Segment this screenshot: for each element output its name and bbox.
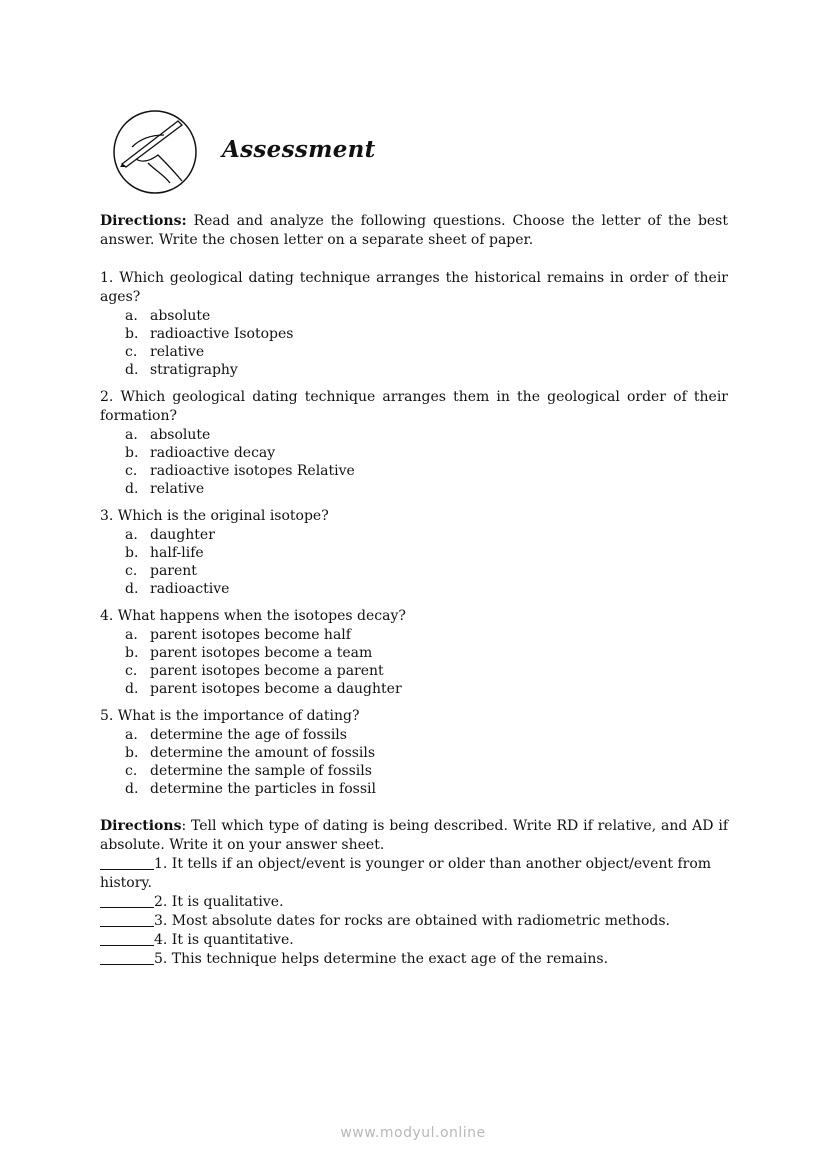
question-text: 1. Which geological dating technique arranges the historical remains in order of their ages? bbox=[100, 270, 728, 305]
answer-option bbox=[125, 762, 728, 780]
answer-blank[interactable] bbox=[100, 951, 154, 965]
option-text: radioactive Isotopes bbox=[150, 326, 294, 342]
question-text: 4. What happens when the isotopes decay? bbox=[100, 608, 406, 624]
answer-blank[interactable] bbox=[100, 913, 154, 927]
option-text: radioactive bbox=[150, 581, 230, 597]
question-list bbox=[100, 269, 728, 798]
directions-label: Directions: bbox=[100, 213, 187, 229]
answer-option bbox=[125, 580, 728, 598]
answer-blank[interactable] bbox=[100, 856, 154, 870]
answer-option bbox=[125, 662, 728, 680]
answer-option bbox=[125, 325, 728, 343]
hand-writing-pencil-icon bbox=[112, 109, 198, 195]
option-text: parent isotopes become a parent bbox=[150, 663, 384, 679]
answer-options bbox=[100, 726, 728, 798]
option-text: parent isotopes become a team bbox=[150, 645, 373, 661]
directions-text: : Tell which type of dating is being described. Write RD if relative, and AD if absolute. Write it on your answer sheet. bbox=[100, 818, 728, 853]
identification-item bbox=[100, 893, 728, 912]
page-title: Assessment bbox=[222, 136, 376, 163]
option-letter: b. bbox=[125, 545, 139, 561]
answer-option bbox=[125, 744, 728, 762]
answer-option bbox=[125, 562, 728, 580]
question-text: 5. What is the importance of dating? bbox=[100, 708, 360, 724]
option-text: daughter bbox=[150, 527, 215, 543]
answer-option bbox=[125, 626, 728, 644]
item-text: 1. It tells if an object/event is younger or older than another object/event from history. bbox=[100, 856, 712, 891]
answer-blank[interactable] bbox=[100, 894, 154, 908]
answer-option bbox=[125, 644, 728, 662]
option-text: parent bbox=[150, 563, 197, 579]
answer-options bbox=[100, 426, 728, 498]
option-letter: d. bbox=[125, 581, 139, 597]
option-text: parent isotopes become half bbox=[150, 627, 351, 643]
directions-text: Read and analyze the following questions. Choose the letter of the best answer. Write the chosen letter on a separate sheet of paper. bbox=[100, 213, 728, 248]
option-text: absolute bbox=[150, 427, 211, 443]
item-text: 4. It is quantitative. bbox=[154, 932, 294, 948]
answer-option bbox=[125, 361, 728, 379]
answer-option bbox=[125, 780, 728, 798]
directions-label: Directions bbox=[100, 818, 182, 834]
option-text: absolute bbox=[150, 308, 211, 324]
option-letter: d. bbox=[125, 781, 139, 797]
answer-option bbox=[125, 526, 728, 544]
item-text: 3. Most absolute dates for rocks are obtained with radiometric methods. bbox=[154, 913, 670, 929]
answer-blank[interactable] bbox=[100, 932, 154, 946]
question-text: 3. Which is the original isotope? bbox=[100, 508, 329, 524]
assessment-content bbox=[100, 212, 728, 969]
identification-item bbox=[100, 931, 728, 950]
answer-option bbox=[125, 444, 728, 462]
option-letter: a. bbox=[125, 627, 138, 643]
directions-part2 bbox=[100, 817, 728, 855]
option-letter: a. bbox=[125, 727, 138, 743]
directions-part1 bbox=[100, 212, 728, 250]
identification-list bbox=[100, 855, 728, 969]
answer-option bbox=[125, 307, 728, 325]
option-letter: c. bbox=[125, 763, 138, 779]
option-letter: c. bbox=[125, 344, 138, 360]
identification-item bbox=[100, 855, 728, 893]
option-text: determine the age of fossils bbox=[150, 727, 347, 743]
option-text: radioactive isotopes Relative bbox=[150, 463, 355, 479]
option-text: determine the amount of fossils bbox=[150, 745, 376, 761]
answer-option bbox=[125, 680, 728, 698]
answer-options bbox=[100, 526, 728, 598]
option-text: parent isotopes become a daughter bbox=[150, 681, 402, 697]
option-letter: c. bbox=[125, 563, 138, 579]
option-letter: b. bbox=[125, 745, 139, 761]
option-letter: d. bbox=[125, 481, 139, 497]
option-text: stratigraphy bbox=[150, 362, 238, 378]
option-letter: b. bbox=[125, 445, 139, 461]
option-text: relative bbox=[150, 481, 205, 497]
option-letter: a. bbox=[125, 527, 138, 543]
option-letter: b. bbox=[125, 645, 139, 661]
question-text: 2. Which geological dating technique arranges them in the geological order of their formation? bbox=[100, 389, 728, 424]
option-text: half-life bbox=[150, 545, 204, 561]
answer-option bbox=[125, 426, 728, 444]
item-text: 2. It is qualitative. bbox=[154, 894, 284, 910]
watermark: www.modyul.online bbox=[340, 1125, 486, 1141]
option-letter: d. bbox=[125, 681, 139, 697]
option-letter: c. bbox=[125, 463, 138, 479]
option-text: determine the particles in fossil bbox=[150, 781, 376, 797]
identification-item bbox=[100, 912, 728, 931]
option-letter: a. bbox=[125, 308, 138, 324]
option-letter: c. bbox=[125, 663, 138, 679]
option-letter: b. bbox=[125, 326, 139, 342]
item-text: 5. This technique helps determine the exact age of the remains. bbox=[154, 951, 609, 967]
option-letter: a. bbox=[125, 427, 138, 443]
answer-options bbox=[100, 626, 728, 698]
answer-option bbox=[125, 544, 728, 562]
identification-item bbox=[100, 950, 728, 969]
answer-option bbox=[125, 480, 728, 498]
answer-option bbox=[125, 343, 728, 361]
option-text: determine the sample of fossils bbox=[150, 763, 372, 779]
option-letter: d. bbox=[125, 362, 139, 378]
answer-options bbox=[100, 307, 728, 379]
answer-option bbox=[125, 462, 728, 480]
option-text: radioactive decay bbox=[150, 445, 276, 461]
option-text: relative bbox=[150, 344, 205, 360]
answer-option bbox=[125, 726, 728, 744]
